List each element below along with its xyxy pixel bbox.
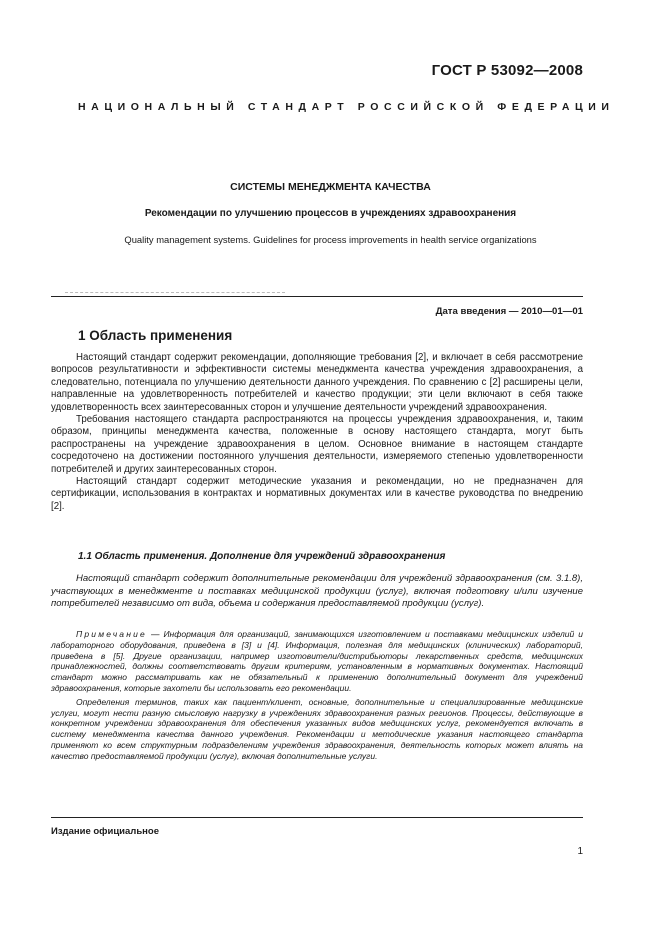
paragraph: Требования настоящего стандарта распространяются на процессы учреждения здравоохранения, и, таким образом, принципы менеджмента качества, положенные в основу настоящего стандарта, могут быть распространены на учреждение здравоохранения в целом. Основное внимание в настоящем стандарте сосредоточено на достижении постоянного улучшения деятельности, измеряемого степенью удовлетворенности потребителей и других заинтересованных сторон.	[51, 414, 583, 475]
document-title: СИСТЕМЫ МЕНЕДЖМЕНТА КАЧЕСТВА	[230, 181, 431, 193]
title-divider	[51, 296, 583, 297]
national-standard-banner: НАЦИОНАЛЬНЫЙ СТАНДАРТ РОССИЙСКОЙ ФЕДЕРАЦИИ	[78, 101, 615, 113]
note-text: — Информация для организаций, занимающихся изготовлением и поставками медицинских изделий и лабораторного оборудования, приведена в [3] и [4]. Информация, полезная для медицинских (клинических) лабораторий, приведена в [5]. Другие организации, например изготовители/дистрибьюторы лекарственных средств, медицинских принадлежностей, должны соответствовать другим критериям, установленным в нормативных документах. Настоящий стандарт можно рассматривать как не обязательный к применению дополнительный документ для учреждений здравоохранения, которые захотели бы использовать его рекомендации.	[51, 629, 583, 693]
definitions-paragraph: Определения терминов, таких как пациент/клиент, основные, дополнительные и специализированные медицинские услуги, могут нести разную смысловую нагрузку в учреждениях здравоохранения разных регионов. Процессы, действующие в конкретном учреждении здравоохранения для обеспечения указанных видов медицинских услуг, рекомендуется включать в систему менеджмента качества данного учреждения. Рекомендации и методические указания настоящего стандарта применяют ко всем структурным подразделениям учреждения здравоохранения, деятельность которых может влиять на качество предоставляемой продукции (услуг), включая дополнительные услуги.	[51, 696, 583, 761]
note-block	[51, 629, 583, 765]
standard-number: ГОСТ Р 53092—2008	[431, 62, 583, 79]
footer-divider	[51, 817, 583, 818]
paragraph: Настоящий стандарт содержит рекомендации, дополняющие требования [2], и включает в себя рассмотрение вопросов результативности и эффективности системы менеджмента качества учреждения здравоохранения, а следовательно, потенциала по улучшению деятельности данного учреждения. По сравнению с [2] расширены цели, направленные на удовлетворенность потребителей и качество продукции; эти цели включают в себя также удовлетворенность всех заинтересованных сторон и улучшение деятельности учреждений здравоохранения.	[51, 352, 583, 413]
subsection-body	[51, 573, 583, 611]
paragraph: Настоящий стандарт содержит методические указания и рекомендации, но не предназначен для сертификации, использования в контрактах и нормативных документах или в качестве руководства по внедрению [2].	[51, 476, 583, 512]
introduction-date: Дата введения — 2010—01—01	[435, 306, 583, 317]
note-paragraph	[51, 629, 583, 694]
official-edition-label: Издание официальное	[51, 826, 159, 837]
paragraph: Настоящий стандарт содержит дополнительные рекомендации для учреждений здравоохранения (см. 3.1.8), участвующих в менеджменте и поставках медицинской продукции (услуг), включая подготовку и/или изучение потребителей независимо от вида, объема и содержания предоставляемой продукции (услуг).	[51, 573, 583, 610]
note-label: Примечание	[76, 629, 147, 639]
section-heading: 1 Область применения	[78, 328, 233, 343]
subsection-heading: 1.1 Область применения. Дополнение для учреждений здравоохранения	[78, 551, 446, 562]
document-english-title: Quality management systems. Guidelines for process improvements in health service organizations	[124, 234, 537, 245]
section-body	[51, 352, 583, 513]
page-number: 1	[577, 846, 583, 857]
faint-divider	[65, 292, 285, 293]
document-subtitle: Рекомендации по улучшению процессов в учреждениях здравоохранения	[144, 208, 517, 219]
